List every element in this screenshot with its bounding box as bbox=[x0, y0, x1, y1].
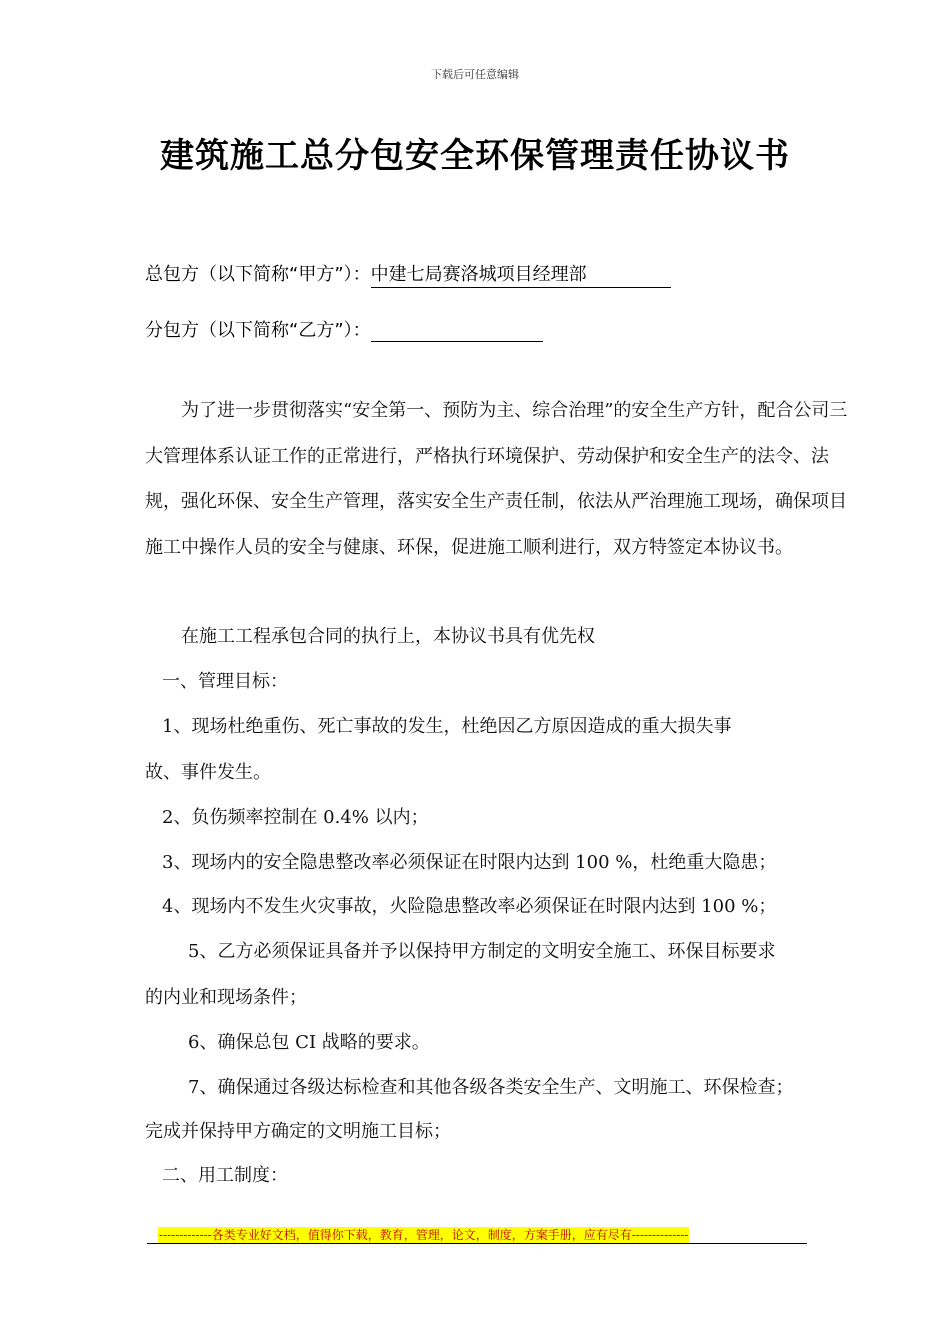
header-note: 下载后可任意编辑 bbox=[431, 68, 519, 81]
intro-paragraph: 为了进一步贯彻落实“安全第一、预防为主、综合治理”的安全生产方针，配合公司三大管理体系认证工作的正常进行，严格执行环境保护、劳动保护和安全生产的法令、法规，强化环保、安全生产管理，落实安全生产责任制，依法从严治理施工现场，确保项目施工中操作人员的安全与健康、环保，促进施工顺利进行，双方特签定本协议书。 bbox=[145, 400, 848, 558]
goal-7-line-1: 7、确保通过各级达标检查和其他各级各类安全生产、文明施工、环保检查； bbox=[188, 1077, 794, 1098]
party-b-value bbox=[371, 320, 543, 342]
goal-4: 4、现场内不发生火灾事故，火险隐患整改率必须保证在时限内达到 100 %； bbox=[162, 896, 777, 917]
section-2-heading: 二、用工制度： bbox=[162, 1165, 288, 1186]
goal-1-line-2: 故、事件发生。 bbox=[145, 762, 271, 783]
section-1-heading: 一、管理目标： bbox=[162, 671, 288, 692]
goal-5-line-2: 的内业和现场条件； bbox=[145, 987, 307, 1008]
document-title: 建筑施工总分包安全环保管理责任协议书 bbox=[160, 136, 790, 176]
party-b-line bbox=[145, 316, 543, 342]
footer-rule bbox=[147, 1243, 807, 1244]
priority-clause: 在施工工程承包合同的执行上，本协议书具有优先权 bbox=[181, 626, 595, 647]
goal-1-line-1: 1、现场杜绝重伤、死亡事故的发生，杜绝因乙方原因造成的重大损失事 bbox=[162, 716, 732, 737]
party-b-label: 分包方（以下简称“乙方”）： bbox=[145, 320, 371, 341]
goal-6: 6、确保总包 CI 战略的要求。 bbox=[188, 1032, 430, 1053]
party-a-line bbox=[145, 260, 671, 288]
party-a-value: 中建七局赛洛城项目经理部 bbox=[371, 260, 671, 288]
goal-3: 3、现场内的安全隐患整改率必须保证在时限内达到 100 %，杜绝重大隐患； bbox=[162, 852, 777, 873]
party-a-label: 总包方（以下简称“甲方”）： bbox=[145, 264, 371, 285]
footer-banner: -------------各类专业好文档，值得你下载，教育，管理，论文，制度，方案手册，应有尽有-------------- bbox=[159, 1228, 689, 1242]
goal-2: 2、负伤频率控制在 0.4% 以内； bbox=[162, 807, 429, 828]
goal-7-line-2: 完成并保持甲方确定的文明施工目标； bbox=[145, 1121, 451, 1142]
goal-5-line-1: 5、乙方必须保证具备并予以保持甲方制定的文明安全施工、环保目标要求 bbox=[188, 941, 776, 962]
